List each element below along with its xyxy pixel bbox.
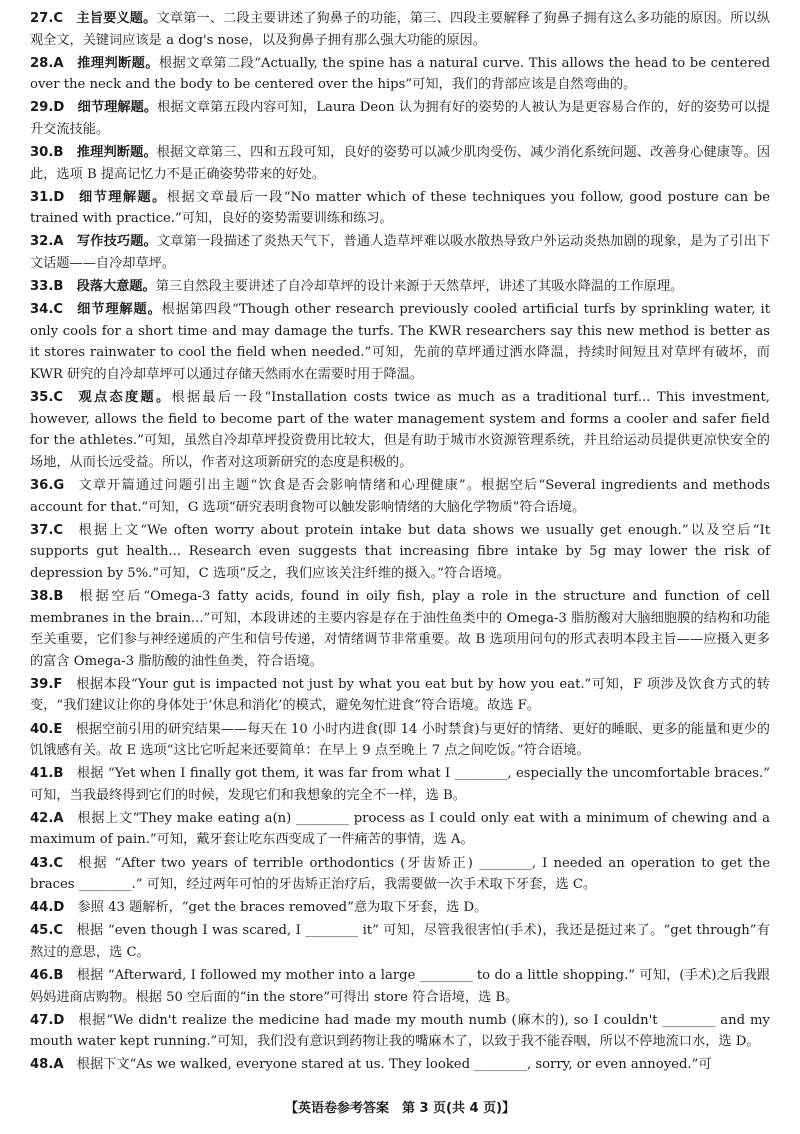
question-type: 细节理解题。 — [77, 189, 167, 205]
explanation-text: 根据文章第三、四和五段可知，良好的姿势可以减少肌肉受伤、减少消化系统问题、改善身心健康等。因此，选项 B 提高记忆力不是正确姿势带来的好处。 — [30, 145, 771, 182]
question-number: 33. — [30, 279, 54, 295]
answer-letter: C — [53, 855, 64, 871]
question-type: 主旨要义题。 — [76, 11, 157, 26]
answer-list — [30, 8, 770, 1076]
answer-letter: E — [53, 721, 63, 737]
answer-letter: B — [53, 145, 64, 161]
answer-item — [30, 719, 770, 762]
question-number: 45. — [30, 923, 54, 939]
question-number: 34. — [30, 302, 54, 318]
answer-item — [30, 897, 770, 919]
answer-letter: B — [53, 968, 64, 984]
explanation-text: 根据 “Yet when I finally got them, it was far from what I ________, especially the uncomfortable braces.” 可知，当我最终得到它们的时候，发现它们和我想象的完全不一样，选 B。 — [30, 766, 770, 803]
answer-item — [30, 808, 770, 851]
answer-item — [30, 586, 770, 672]
answer-letter: C — [53, 11, 64, 26]
question-number: 40. — [30, 721, 54, 737]
answer-letter: D — [53, 100, 65, 116]
explanation-text: 根据上文“They make eating a(n) ________ process as I could only eat with a minimum of chewing and a maximum of pain.”可知，戴牙套让吃东西变成了一件痛苦的事情，选 A。 — [30, 810, 770, 848]
answer-item — [30, 53, 770, 96]
question-number: 42. — [30, 810, 54, 826]
question-number: 30. — [30, 145, 54, 161]
answer-item — [30, 920, 770, 963]
answer-item — [30, 520, 770, 585]
question-number: 32. — [30, 234, 54, 250]
answer-letter: C — [53, 390, 64, 406]
answer-letter: D — [53, 1012, 65, 1028]
question-number: 43. — [30, 855, 54, 871]
answer-letter: A — [53, 234, 64, 250]
answer-letter: F — [53, 676, 63, 692]
answer-letter: C — [53, 302, 64, 318]
answer-letter: C — [53, 522, 64, 538]
explanation-text: 根据本段“Your gut is impacted not just by what you eat but by how you eat.”可知，F 项涉及饮食方式的转变，“我们建议让你的身体处于‘休息和消化’的模式，避免匆忙进食”符合语境。故选 F。 — [30, 676, 770, 714]
question-number: 31. — [30, 189, 54, 205]
answer-item — [30, 142, 770, 185]
answer-item — [30, 8, 770, 51]
question-type: 观点态度题。 — [76, 390, 172, 406]
question-number: 37. — [30, 522, 54, 538]
explanation-text: 根据第四段“Though other research previously cooled artificial turfs by sprinkling water, it only cools for a short time and may damage the turfs. The KWR researchers say this new method is better as it stores rainwater to cool the field when needed.”可知，先前的草坪通过洒水降温，持续时间短且对草坪有破坏，而 KWR 研究的自冷却草坪可以通过存储天然雨水在需要时用于降温。 — [30, 302, 770, 382]
answer-letter: B — [53, 766, 64, 782]
answer-item — [30, 387, 770, 473]
answer-item — [30, 97, 770, 140]
answer-item — [30, 1054, 770, 1076]
question-number: 48. — [30, 1057, 54, 1073]
explanation-text: 根据 “Afterward, I followed my mother into a large ________ to do a little shopping.” 可知，(手术)之后我跟妈妈进商店购物。根据 50 空后面的“in the store”可得出 store 符合语境，选 B。 — [30, 968, 770, 1005]
answer-letter: C — [53, 923, 64, 939]
explanation-text: 根据文章最后一段“No matter which of these techniques you follow, good posture can be trained with practice.”可知，良好的姿势需要训练和练习。 — [30, 189, 770, 227]
explanation-text: 文章第一段描述了炎热天气下，普通人造草坪难以吸水散热导致户外运动炎热加剧的现象，是为了引出下文话题——自冷却草坪。 — [30, 234, 771, 272]
explanation-text: 根据“We didn't realize the medicine had made my mouth numb (麻木的), so I couldn't ________ and my mouth water kept running.”可知，我们没有意识到药物让我的嘴麻木了，以致于我不能吞咽，所以不停地流口水，选 D。 — [30, 1012, 770, 1050]
answer-letter: D — [53, 189, 65, 205]
explanation-text: 根据空后“Omega-3 fatty acids, found in oily fish, play a role in the structure and function of cell membranes in the brain...”可知，本段讲述的主要内容是存在于油性鱼类中的 Omega-3 脂肪酸对大脑细胞膜的结构和功能至关重要，它们参与神经递质的产生和信号传递，对情绪调节非常重要。故 B 选项用问句的形式表明本段主旨——应摄入更多的富含 Omega-3 脂肪酸的油性鱼类，符合语境。 — [30, 588, 770, 669]
answer-letter: G — [53, 477, 65, 493]
explanation-text: 根据文章第五段内容可知，Laura Deon 认为拥有好的姿势的人被认为是更容易合作的，好的姿势可以提升交流技能。 — [30, 100, 770, 137]
answer-letter: A — [53, 1057, 64, 1073]
question-number: 27. — [30, 11, 54, 26]
question-number: 47. — [30, 1012, 54, 1028]
answer-item — [30, 674, 770, 717]
question-type: 细节理解题。 — [77, 100, 158, 116]
explanation-text: 文章开篇通过问题引出主题“饮食是否会影响情绪和心理健康”。根据空后“Several ingredients and methods account for that.”可知，G 选项“研究表明食物可以触发影响情绪的大脑化学物质”符合语境。 — [30, 477, 770, 515]
explanation-text: 根据上文“We often worry about protein intake but data shows we usually get enough.”以及空后“It supports gut health... Research even suggests that increasing fibre intake by 5g may lower the risk of depression by 5%.”可知，C 选项“反之，我们应该关注纤维的摄入。”符合语境。 — [30, 522, 770, 581]
explanation-text: 根据下文“As we walked, everyone stared at us. They looked ________, sorry, or even annoyed.”可 — [76, 1057, 712, 1073]
answer-letter: D — [53, 900, 65, 916]
question-number: 38. — [30, 588, 54, 604]
question-type: 细节理解题。 — [76, 302, 162, 318]
question-number: 36. — [30, 477, 54, 493]
answer-item — [30, 965, 770, 1008]
answer-letter: A — [53, 55, 64, 71]
explanation-text: 第三自然段主要讲述了自冷却草坪的设计来源于天然草坪，讲述了其吸水降温的工作原理。 — [155, 279, 684, 295]
question-number: 44. — [30, 900, 54, 916]
question-type: 写作技巧题。 — [76, 234, 157, 250]
explanation-text: 根据文章第二段“Actually, the spine has a natural curve. This allows the head to be centered over the neck and the body to be centered over the hips”可知，我们的背部应该是自然弯曲的。 — [30, 55, 771, 93]
answer-letter: B — [53, 279, 64, 295]
question-number: 28. — [30, 55, 54, 71]
answer-item — [30, 475, 770, 518]
question-number: 35. — [30, 390, 54, 406]
question-number: 29. — [30, 100, 54, 116]
page-footer: 【英语卷参考答案 第 3 页(共 4 页)】 — [284, 1101, 516, 1117]
question-number: 46. — [30, 968, 54, 984]
explanation-text: 根据空前引用的研究结果——每天在 10 小时内进食(即 14 小时禁食)与更好的情绪、更好的睡眠、更多的能量和更少的饥饿感有关。故 E 选项“这比它听起来还要简单：在早上 9 点至晚上 7 点之间吃饭。”符合语境。 — [30, 721, 770, 759]
explanation-text: 根据 “After two years of terrible orthodontics (牙齿矫正) ________, I needed an operation to get the braces ________.” 可知，经过两年可怕的牙齿矫正治疗后，我需要做一次手术取下牙套，选 C。 — [30, 855, 770, 893]
answer-item — [30, 853, 770, 896]
explanation-text: 参照 43 题解析，“get the braces removed”意为取下牙套，选 D。 — [77, 900, 488, 916]
answer-item — [30, 231, 770, 274]
answer-item — [30, 299, 770, 385]
question-type: 推理判断题。 — [76, 145, 157, 161]
answer-item — [30, 187, 770, 230]
question-type: 推理判断题。 — [76, 55, 159, 71]
answer-item — [30, 763, 770, 806]
answer-letter: A — [53, 810, 64, 826]
question-type: 段落大意题。 — [76, 279, 156, 295]
question-number: 39. — [30, 676, 54, 692]
answer-item — [30, 1010, 770, 1053]
explanation-text: 根据 “even though I was scared, I ________ it” 可知，尽管我很害怕(手术)，我还是挺过来了。“get through”有熬过的意思，选 C。 — [30, 923, 770, 960]
question-number: 41. — [30, 766, 54, 782]
explanation-text: 根据最后一段“Installation costs twice as much as a traditional turf... This investment, however, allows the field to become part of the water management system and forms a cooler and safer field for the athletes.”可知，虽然自冷却草坪投资费用比较大，但是有助于城市水资源管理系统，并且给运动员提供更凉快安全的场地，从而长远受益。所以，作者对这项新研究的态度是积极的。 — [30, 390, 770, 470]
answer-item — [30, 276, 770, 298]
answer-letter: B — [53, 588, 64, 604]
explanation-text: 文章第一、二段主要讲述了狗鼻子的功能，第三、四段主要解释了狗鼻子拥有这么多功能的原因。所以纵观全文，关键词应该是 a dog's nose，以及狗鼻子拥有那么强大功能的原因。 — [30, 11, 770, 48]
